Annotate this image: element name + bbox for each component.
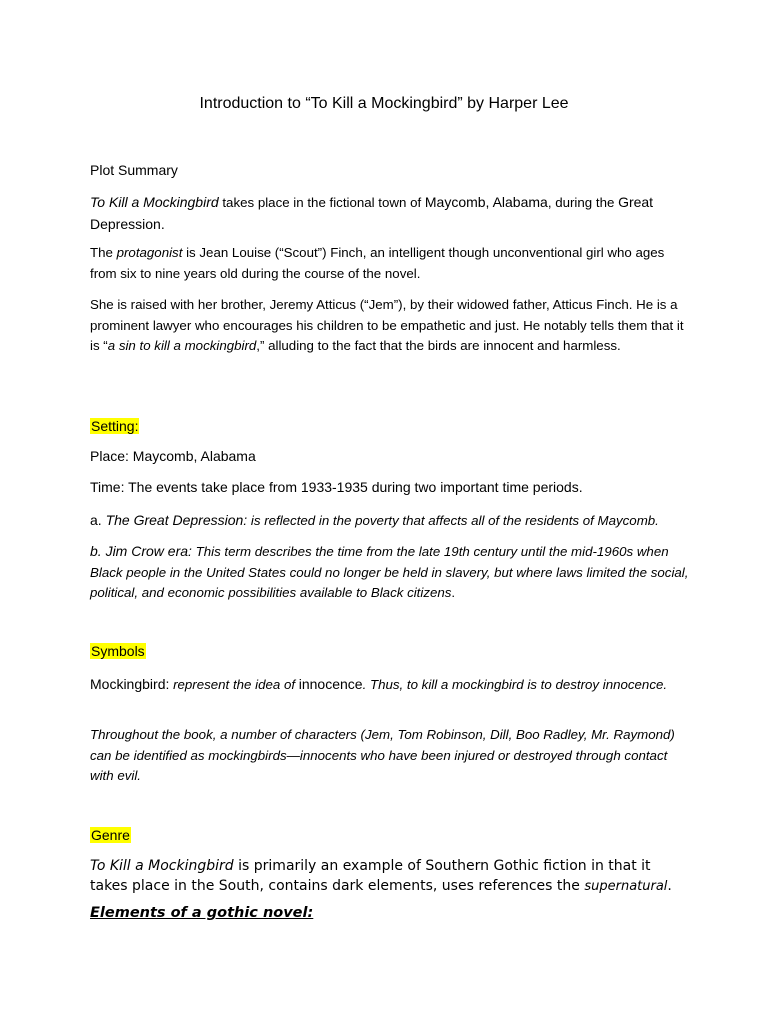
setting-heading: Setting:	[91, 418, 139, 434]
great-depression-term: The Great Depression:	[105, 512, 248, 528]
quote: a sin to kill a mockingbird	[107, 338, 257, 353]
setting-item-b: b. Jim Crow era: This term describes the time from the late 19th century until the mid-1960s when Black people in the United States could no longer be held in slavery, but where laws limited the social, political, and economic possibilities available to Black citizens.	[90, 543, 689, 600]
plot-heading: Plot Summary	[90, 162, 178, 178]
page-title: Introduction to “To Kill a Mockingbird” by Harper Lee	[199, 95, 569, 112]
setting-item-a: a. The Great Depression: is reflected in the poverty that affects all of the residents of Maycomb.	[90, 512, 659, 528]
setting-place: Place: Maycomb, Alabama	[90, 448, 256, 464]
protagonist-term: protagonist	[116, 245, 183, 260]
genre-heading: Genre	[91, 827, 130, 843]
plot-paragraph-2: The protagonist is Jean Louise (“Scout”) Finch, an intelligent though unconventional girl who ages from six to nine years old during the course of the novel.	[90, 245, 665, 281]
jim-crow-term: b. Jim Crow era:	[90, 543, 192, 559]
plot-paragraph-3: She is raised with her brother, Jeremy Atticus (“Jem”), by their widowed father, Atticus Finch. He is a prominent lawyer who encourages his children to be empathetic and just. He notably tells them that it is “a sin to kill a mockingbird,” alluding to the fact that the birds are innocent and harmless.	[90, 297, 684, 353]
genre-paragraph: To Kill a Mockingbird is primarily an example of Southern Gothic fiction in that it takes place in the South, contains dark elements, uses references the supernatural.	[90, 858, 672, 894]
setting-time: Time: The events take place from 1933-1935 during two important time periods.	[90, 479, 583, 495]
era-emphasis: Great Depression	[90, 194, 654, 232]
symbols-paragraph-1: Mockingbird: represent the idea of innocence. Thus, to kill a mockingbird is to destroy innocence.	[90, 676, 668, 692]
place-emphasis: Maycomb, Alabama	[424, 194, 548, 210]
plot-paragraph-1: To Kill a Mockingbird takes place in the fictional town of Maycomb, Alabama, during the Great Depression.	[90, 194, 654, 232]
gothic-elements-heading: Elements of a gothic novel:	[90, 905, 314, 921]
symbols-paragraph-2: Throughout the book, a number of characters (Jem, Tom Robinson, Dill, Boo Radley, Mr. Raymond) can be identified as mockingbirds—innocents who have been injured or destroyed through contact with evil.	[90, 727, 675, 783]
book-title: To Kill a Mockingbird	[90, 194, 219, 210]
mockingbird-term: Mockingbird:	[90, 676, 170, 692]
innocence-term: innocence	[298, 676, 363, 692]
book-title: To Kill a Mockingbird	[90, 858, 234, 874]
supernatural-term: supernatural	[584, 879, 668, 894]
symbols-heading: Symbols	[91, 643, 145, 659]
